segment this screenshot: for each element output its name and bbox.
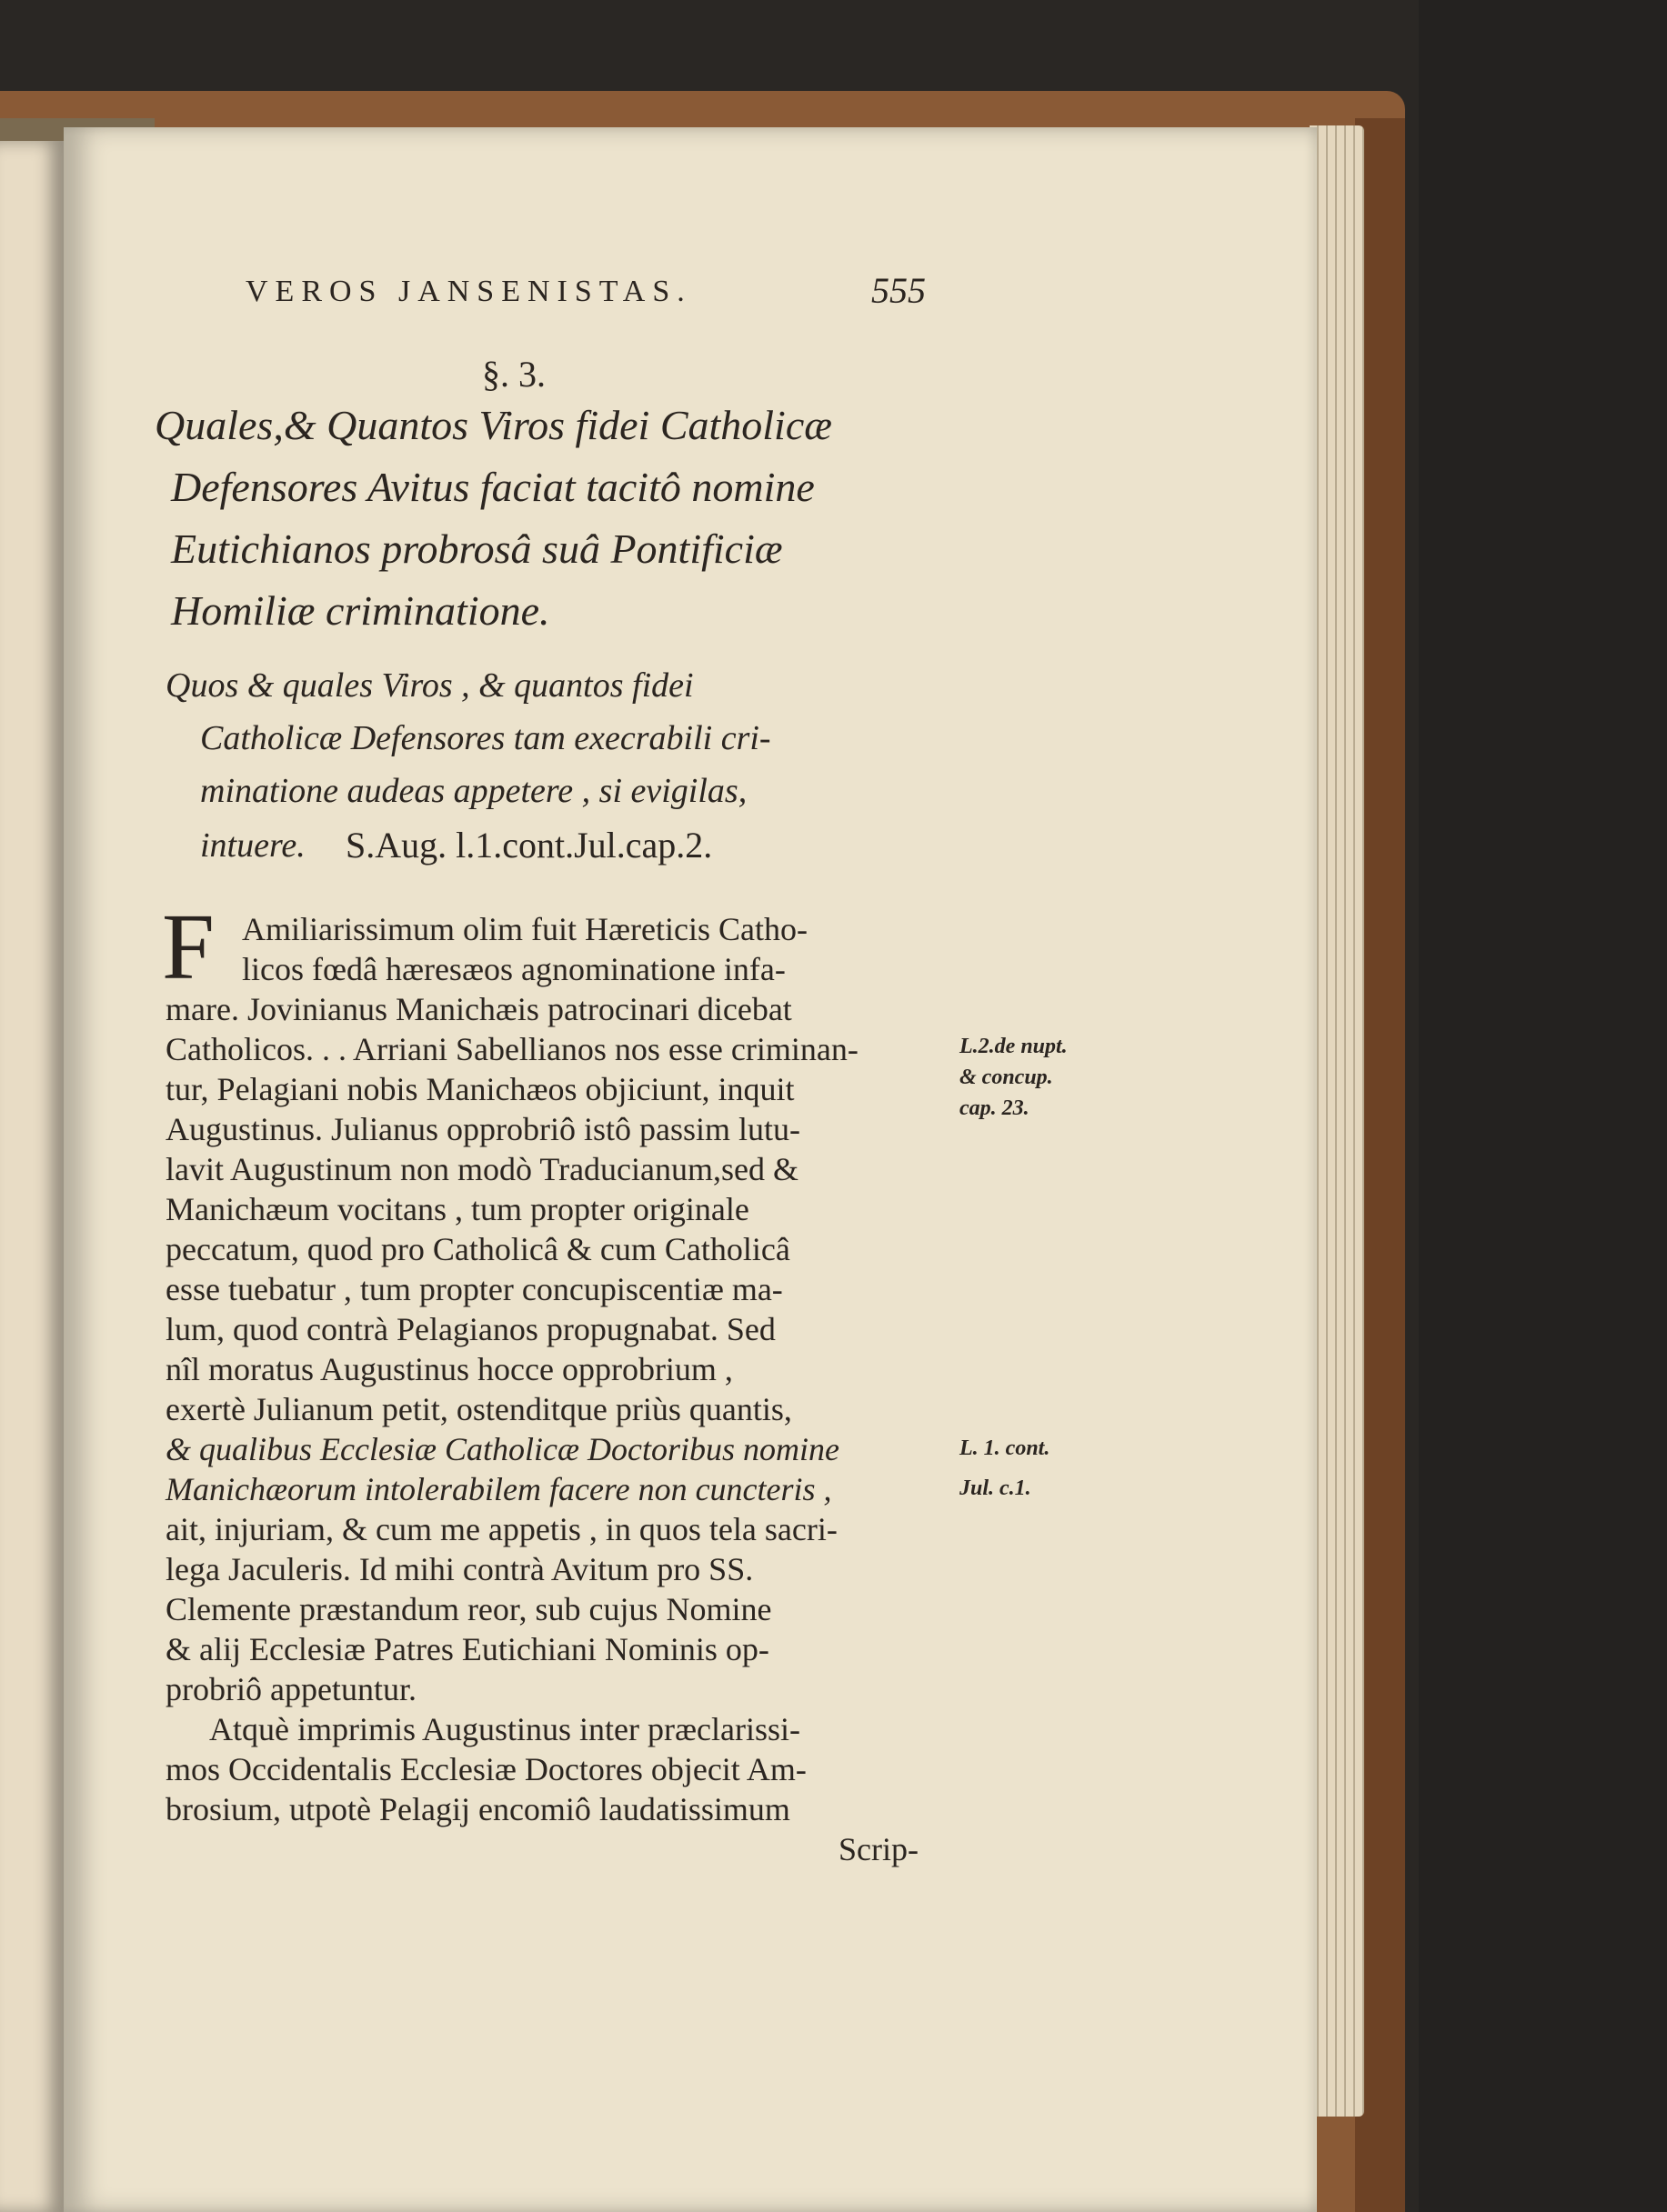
book-page	[64, 127, 1317, 2212]
section-number: §. 3.	[482, 354, 546, 395]
page-stack	[1310, 125, 1364, 2117]
body-line: ait, injuriam, & cum me appetis , in quos tela sacri-	[166, 1511, 838, 1547]
section-subtitle-line: Quales,& Quantos Viros fidei Catholicæ	[155, 402, 832, 448]
body-line: Manichæorum intolerabilem facere non cuncteris ,	[166, 1471, 832, 1507]
epigraph-line: Quos & quales Viros , & quantos fidei	[166, 666, 694, 705]
margin-note-line: Jul. c.1.	[959, 1476, 1031, 1500]
body-line: Clemente præstandum reor, sub cujus Nomine	[166, 1591, 772, 1627]
margin-note-line: L. 1. cont.	[959, 1436, 1050, 1460]
epigraph-line: minatione audeas appetere , si evigilas,	[200, 772, 748, 810]
body-line: licos fœdâ hæresæos agnominatione infa-	[242, 951, 786, 987]
epigraph-line: intuere.	[200, 826, 306, 865]
background-right	[1419, 0, 1667, 2212]
body-line: & qualibus Ecclesiæ Catholicæ Doctoribus nomine	[166, 1431, 839, 1467]
body-line: brosium, utpotè Pelagij encomiô laudatissimum	[166, 1791, 790, 1827]
body-line: lega Jaculeris. Id mihi contrà Avitum pro SS.	[166, 1551, 754, 1587]
drop-cap: F	[162, 895, 215, 999]
left-page-edge	[0, 141, 64, 2212]
section-subtitle-line: Homiliæ criminatione.	[171, 587, 550, 634]
section-subtitle-line: Eutichianos probrosâ suâ Pontificiæ	[171, 525, 783, 572]
epigraph-line: Catholicæ Defensores tam execrabili cri-	[200, 719, 771, 757]
body-line: Amiliarissimum olim fuit Hæreticis Catho-	[242, 911, 808, 947]
running-title: VEROS JANSENISTAS.	[246, 275, 692, 308]
body-line: peccatum, quod pro Catholicâ & cum Catholicâ	[166, 1231, 790, 1267]
page-number: 555	[871, 270, 926, 311]
margin-note-line: & concup.	[959, 1066, 1053, 1089]
body-line: mare. Jovinianus Manichæis patrocinari dicebat	[166, 991, 792, 1027]
body-line: lum, quod contrà Pelagianos propugnabat. Sed	[166, 1311, 776, 1347]
body-line: tur, Pelagiani nobis Manichæos objiciunt, inquit	[166, 1071, 795, 1107]
body-line: esse tuebatur , tum propter concupiscentiæ ma-	[166, 1271, 783, 1307]
body-line: Augustinus. Julianus opprobriô istô passim lutu-	[166, 1111, 801, 1147]
epigraph-citation: S.Aug. l.1.cont.Jul.cap.2.	[346, 825, 713, 866]
body-line: mos Occidentalis Ecclesiæ Doctores objecit Am-	[166, 1751, 807, 1787]
body-line: probriô appetuntur.	[166, 1671, 417, 1707]
section-subtitle-line: Defensores Avitus faciat tacitô nomine	[171, 464, 815, 510]
body-line: lavit Augustinum non modò Traducianum,sed &	[166, 1151, 799, 1187]
body-line: exertè Julianum petit, ostenditque priùs quantis,	[166, 1391, 792, 1427]
margin-note-line: L.2.de nupt.	[959, 1035, 1068, 1058]
body-line: & alij Ecclesiæ Patres Eutichiani Nominis op-	[166, 1631, 769, 1667]
catchword: Scrip-	[839, 1831, 919, 1867]
body-line: Catholicos. . . Arriani Sabellianos nos esse criminan-	[166, 1031, 859, 1067]
body-line: nîl moratus Augustinus hocce opprobrium ,	[166, 1351, 733, 1387]
body-line: Atquè imprimis Augustinus inter præclarissi-	[209, 1711, 800, 1747]
body-line: Manichæum vocitans , tum propter originale	[166, 1191, 749, 1227]
margin-note-line: cap. 23.	[959, 1096, 1029, 1120]
